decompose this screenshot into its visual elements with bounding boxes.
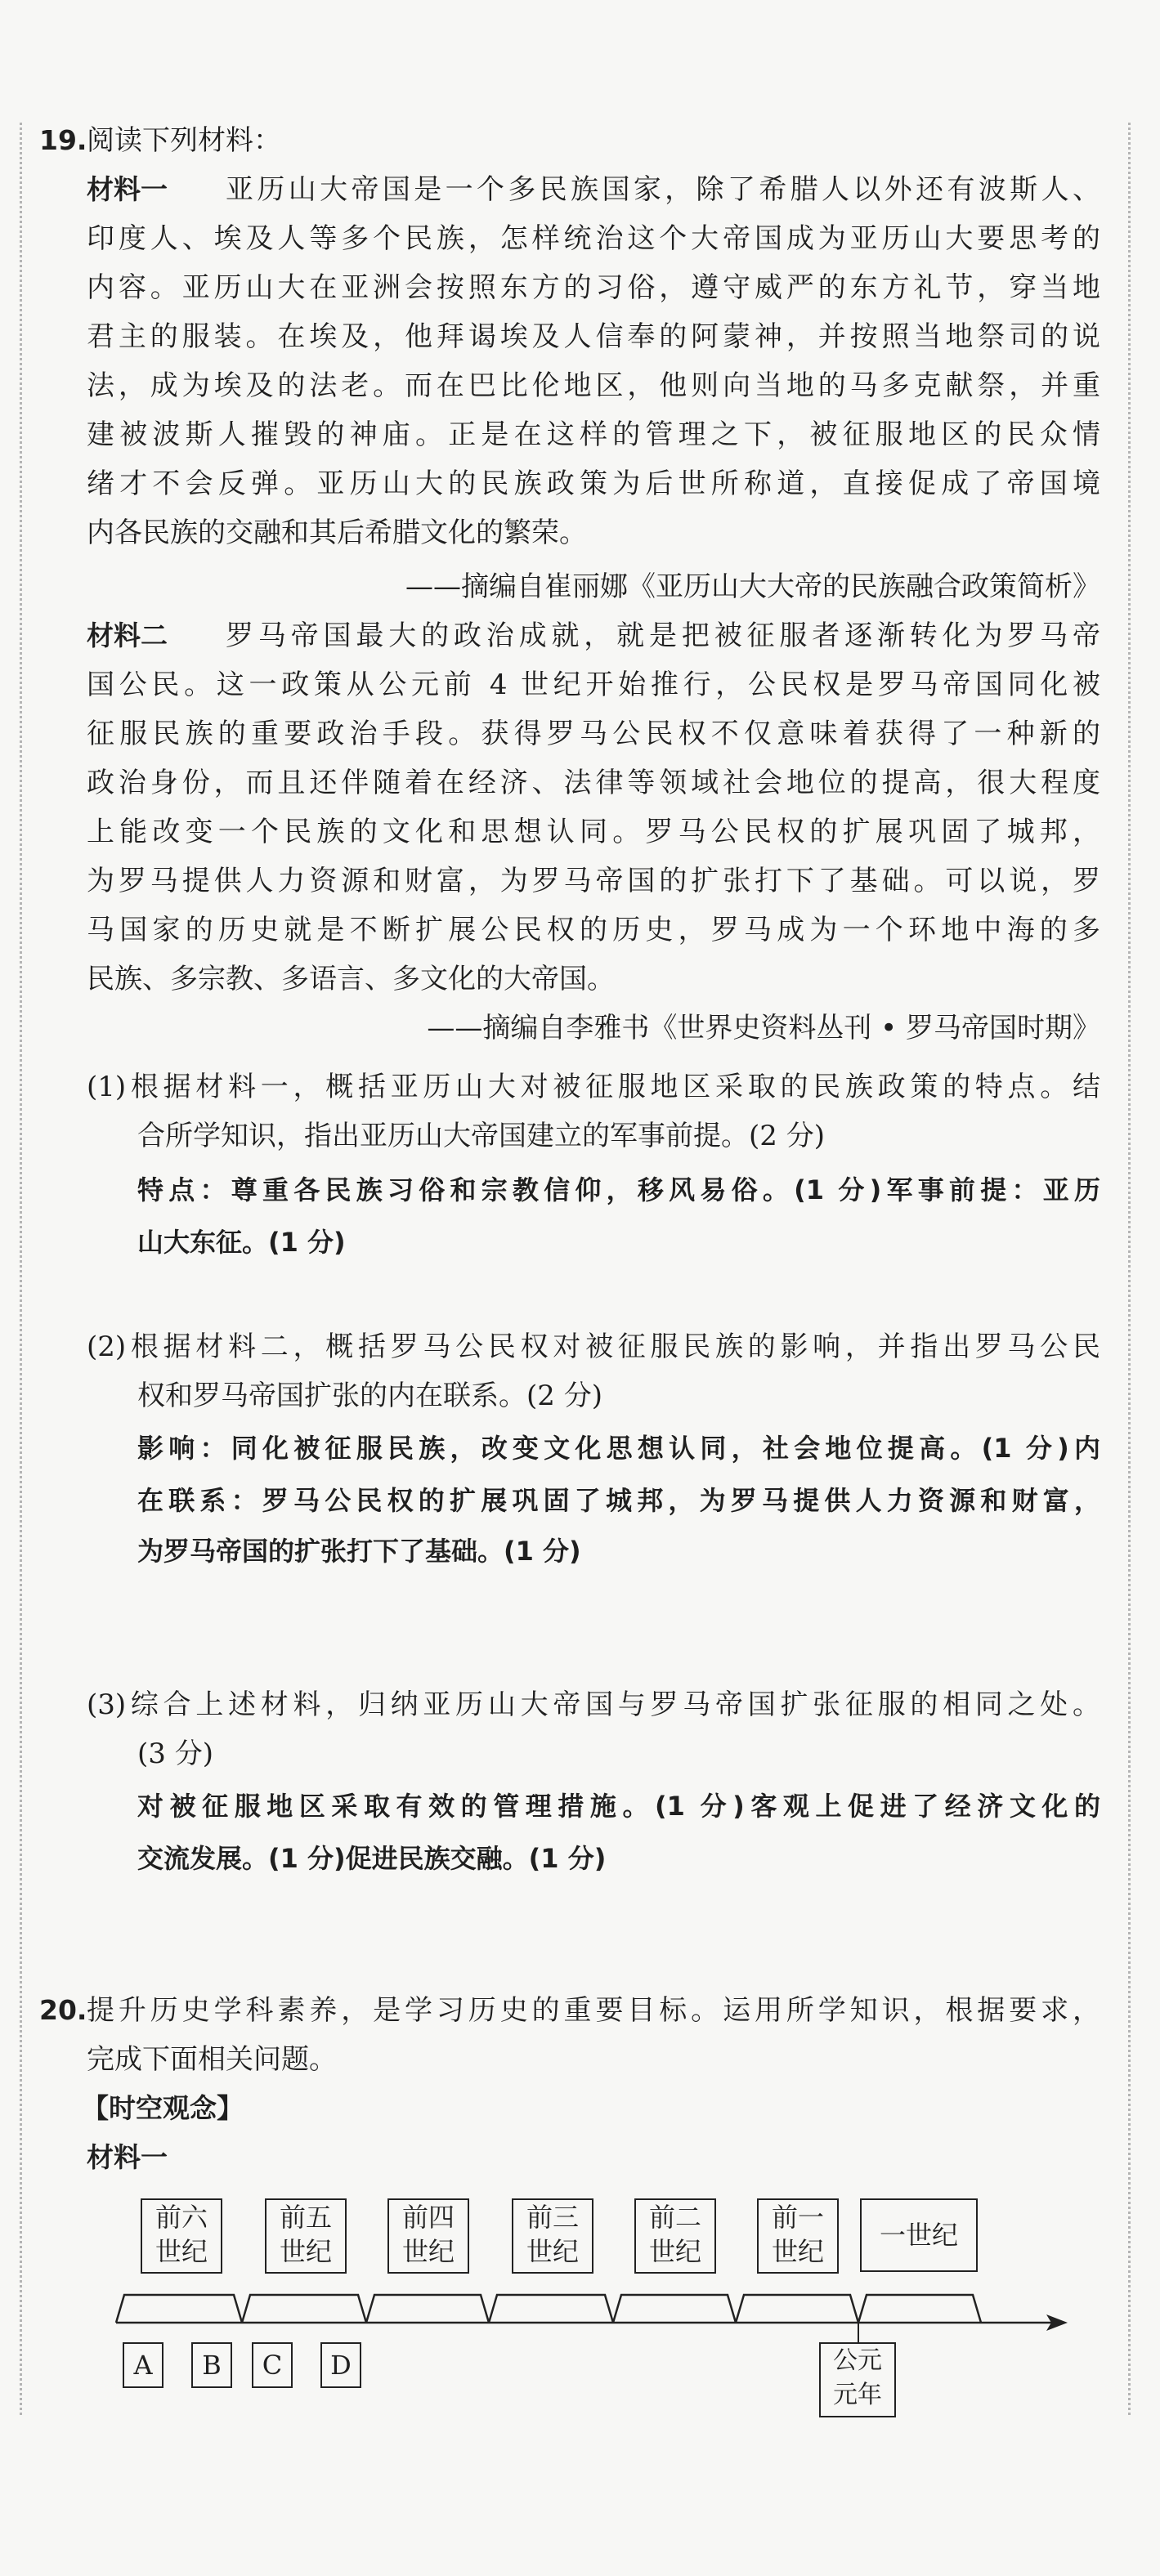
material-1-line: 亚历山大帝国是一个多民族国家，除了希腊人以外还有波斯人、 — [226, 173, 1100, 206]
century-label: 世纪 — [155, 2236, 208, 2267]
century-box — [860, 2198, 978, 2272]
material-2-line: 罗马帝国最大的政治成就，就是把被征服者逐渐转化为罗马帝 — [226, 619, 1100, 652]
century-box — [634, 2198, 716, 2274]
section-label: 【时空观念】 — [82, 2092, 244, 2124]
sub-question-2: (2)根据材料二，概括罗马公民权对被征服民族的影响，并指出罗马公民 — [87, 1330, 1100, 1363]
option-box-a: A — [123, 2342, 163, 2388]
material-1-source: ——摘编自崔丽娜《亚历山大大帝的民族融合政策简析》 — [405, 570, 1100, 603]
option-box-d: D — [320, 2342, 361, 2388]
material-1-line: 法，成为埃及的法老。而在巴比伦地区，他则向当地的马多克献祭，并重 — [87, 369, 1100, 402]
material-2-label: 材料二 — [87, 619, 168, 651]
century-label: 前二 — [648, 2202, 701, 2233]
century-label: 一世纪 — [879, 2220, 958, 2251]
question-20-text: 提升历史学科素养，是学习历史的重要目标。运用所学知识，根据要求， — [87, 1994, 1100, 2027]
sub-question-2-answer: 为罗马帝国的扩张打下了基础。(1 分) — [137, 1536, 581, 1567]
timeline-arrowhead — [1046, 2314, 1068, 2331]
right-dotted-margin — [1128, 123, 1131, 2415]
material-2-line: 国公民。这一政策从公元前 4 世纪开始推行，公民权是罗马帝国同化被 — [87, 669, 1100, 701]
q20-material-1-label: 材料一 — [87, 2141, 168, 2173]
material-2-line: 为罗马提供人力资源和财富，为罗马帝国的扩张打下了基础。可以说，罗 — [87, 865, 1100, 897]
sub-question-3-answer: 对被征服地区采取有效的管理措施。(1 分)客观上促进了经济文化的 — [137, 1791, 1100, 1822]
material-1-line: 绪才不会反弹。亚历山大的民族政策为后世所称道，直接促成了帝国境 — [87, 467, 1100, 500]
material-1-line: 建被波斯人摧毁的神庙。正是在这样的管理之下，被征服地区的民众情 — [87, 418, 1100, 451]
origin-label: 元年 — [833, 2381, 882, 2409]
material-2-line: 政治身份，而且还伴随着在经济、法律等领域社会地位的提高，很大程度 — [87, 767, 1100, 799]
century-label: 前六 — [155, 2202, 208, 2233]
option-box-c: C — [252, 2342, 293, 2388]
sub-question-3-answer: 交流发展。(1 分)促进民族交融。(1 分) — [137, 1843, 607, 1874]
century-label: 世纪 — [771, 2236, 824, 2267]
sub-question-1: (1)根据材料一，概括亚历山大对被征服地区采取的民族政策的特点。结 — [87, 1071, 1100, 1103]
material-2-line: 民族、多宗教、多语言、多文化的大帝国。 — [87, 963, 615, 995]
sub-question-2: 权和罗马帝国扩张的内在联系。(2 分) — [137, 1380, 602, 1412]
question-20-number: 20. — [39, 1994, 87, 2026]
century-label: 前四 — [401, 2202, 455, 2233]
material-1-line: 君主的服装。在埃及，他拜谒埃及人信奉的阿蒙神，并按照当地祭司的说 — [87, 320, 1100, 353]
century-box — [141, 2198, 222, 2274]
option-box-b: B — [191, 2342, 232, 2388]
left-dotted-margin — [20, 123, 22, 2415]
question-20-text: 完成下面相关问题。 — [87, 2043, 337, 2076]
origin-label: 公元 — [833, 2346, 882, 2375]
century-label: 世纪 — [401, 2236, 455, 2267]
origin-year-box — [819, 2342, 896, 2417]
question-19-intro: 阅读下列材料： — [87, 124, 281, 157]
century-box — [757, 2198, 839, 2274]
material-2-line: 上能改变一个民族的文化和思想认同。罗马公民权的扩展巩固了城邦， — [87, 816, 1100, 848]
sub-question-1-answer: 特点：尊重各民族习俗和宗教信仰，移风易俗。(1 分)军事前提：亚历 — [137, 1174, 1100, 1205]
material-2-source: ——摘编自李雅书《世界史资料丛刊 • 罗马帝国时期》 — [427, 1012, 1100, 1044]
century-label: 前一 — [771, 2202, 824, 2233]
material-2-line: 马国家的历史就是不断扩展公民权的历史，罗马成为一个环地中海的多 — [87, 914, 1100, 946]
question-19-number: 19. — [39, 124, 87, 156]
sub-question-2-answer: 影响：同化被征服民族，改变文化思想认同，社会地位提高。(1 分)内 — [137, 1433, 1100, 1464]
century-label: 前三 — [526, 2202, 579, 2233]
century-label: 世纪 — [279, 2236, 332, 2267]
century-box — [387, 2198, 469, 2274]
timeline-brackets — [116, 2295, 981, 2323]
sub-question-1: 合所学知识，指出亚历山大帝国建立的军事前提。(2 分) — [137, 1120, 825, 1152]
century-label: 前五 — [279, 2202, 332, 2233]
sub-question-3: (3 分) — [137, 1737, 213, 1770]
century-label: 世纪 — [526, 2236, 579, 2267]
sub-question-3: (3)综合上述材料，归纳亚历山大帝国与罗马帝国扩张征服的相同之处。 — [87, 1688, 1100, 1721]
material-2-line: 征服民族的重要政治手段。获得罗马公民权不仅意味着获得了一种新的 — [87, 718, 1100, 750]
material-1-line: 内容。亚历山大在亚洲会按照东方的习俗，遵守威严的东方礼节，穿当地 — [87, 271, 1100, 304]
century-label: 世纪 — [648, 2236, 701, 2267]
material-1-label: 材料一 — [87, 173, 168, 205]
sub-question-2-answer: 在联系：罗马公民权的扩展巩固了城邦，为罗马提供人力资源和财富， — [137, 1485, 1100, 1516]
century-box — [265, 2198, 347, 2274]
sub-question-1-answer: 山大东征。(1 分) — [137, 1227, 346, 1258]
century-box — [512, 2198, 593, 2274]
material-1-line: 印度人、埃及人等多个民族，怎样统治这个大帝国成为亚历山大要思考的 — [87, 222, 1100, 255]
material-1-line: 内各民族的交融和其后希腊文化的繁荣。 — [87, 517, 587, 549]
